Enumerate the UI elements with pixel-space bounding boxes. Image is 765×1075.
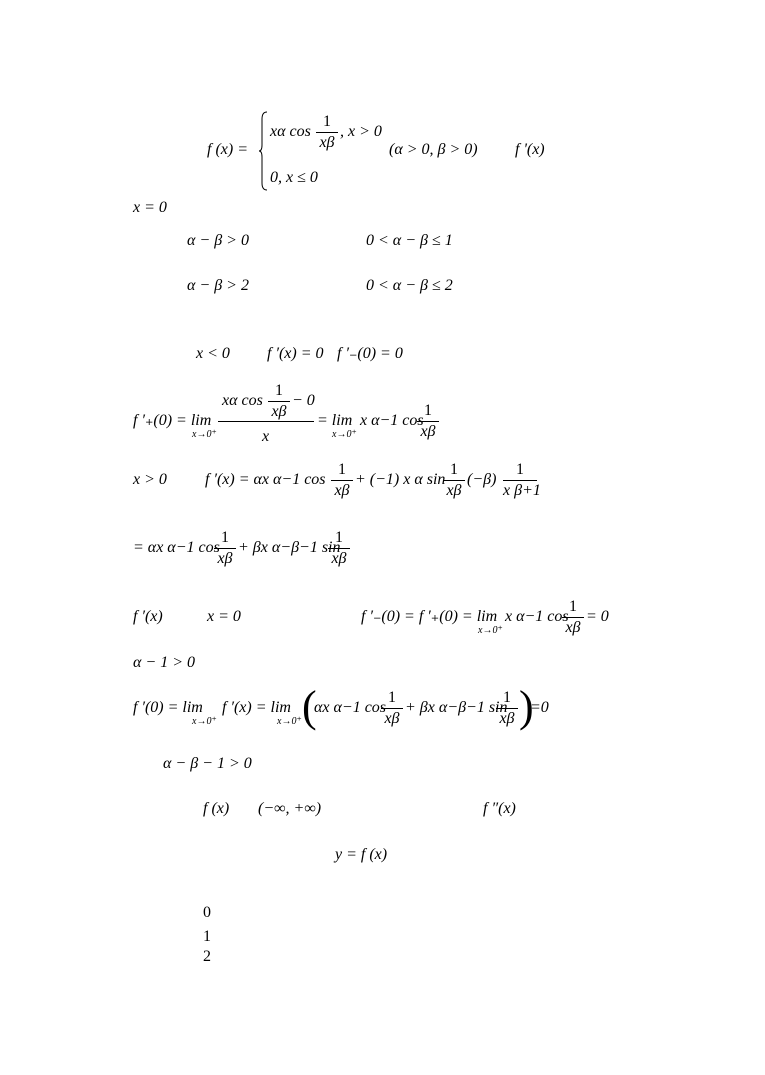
case2: 0, x ≤ 0 [270, 169, 318, 186]
pos-fraction-2 [443, 462, 465, 499]
continuity-fraction [562, 599, 584, 636]
case1-cond: , x > 0 [340, 123, 382, 140]
list-item: 0 [203, 904, 211, 921]
pos-f1-num: 1 [338, 461, 346, 478]
q2-interval: (−∞, +∞) [258, 800, 322, 817]
continuity-at: x = 0 [207, 608, 241, 625]
limit-end: =0 [530, 699, 549, 716]
left-deriv-at-zero: f ′₋(0) = 0 [337, 345, 403, 362]
list-item: 2 [203, 948, 211, 965]
target-derivative: f '(x) [515, 141, 545, 158]
list-item: 1 [203, 928, 211, 945]
continuity-sub: x→0⁺ [478, 625, 503, 636]
limit-fraction-2 [496, 690, 518, 727]
pos-tail: (−β) [467, 471, 497, 488]
right-deriv-num-frac-den: xβ [271, 403, 287, 420]
limit-d1: xβ [384, 710, 400, 727]
limit-paren-close: ) [519, 682, 534, 731]
case1-num: 1 [323, 113, 331, 130]
right-deriv-lhs: f ′₊(0) = lim [133, 412, 212, 429]
option-c: α − β > 2 [187, 277, 249, 294]
limit-fraction-1 [381, 690, 403, 727]
simplified-pre: = αx α−1 cos [133, 539, 220, 556]
limit-mid: f ′(x) = lim [222, 699, 291, 716]
right-deriv-rhs-den: xβ [420, 423, 436, 440]
continuity-rhs: f ′₋(0) = f ′₊(0) = lim [361, 608, 498, 625]
pos-f1-den: xβ [334, 482, 350, 499]
continuity-num: 1 [569, 598, 577, 615]
q2-second-derivative: f ″(x) [483, 800, 516, 817]
case1-fraction [316, 114, 338, 151]
simplified-f2-den: xβ [331, 550, 347, 567]
right-deriv-rhs-fraction [417, 403, 439, 440]
right-deriv-rhs-num: 1 [424, 402, 432, 419]
limit-n2: 1 [503, 689, 511, 706]
right-deriv-num-frac-num: 1 [275, 382, 283, 399]
right-deriv-rhs-pre: x α−1 cos [360, 412, 424, 429]
continuity-fprime: f ′(x) [133, 608, 163, 625]
limit-sub2: x→0⁺ [277, 716, 302, 727]
limit-lhs: f ′(0) = lim [133, 699, 203, 716]
simplified-f1-num: 1 [221, 529, 229, 546]
pos-lhs: f ′(x) = αx α−1 cos [205, 471, 326, 488]
option-a: α − β > 0 [187, 232, 249, 249]
piecewise-brace [259, 111, 269, 191]
right-deriv-num-post: − 0 [292, 392, 315, 409]
pos-mid: + (−1) x α sin [355, 471, 446, 488]
pos-f2-num: 1 [450, 461, 458, 478]
condition-1: α − 1 > 0 [133, 654, 195, 671]
limit-d2: xβ [499, 710, 515, 727]
limit-n1: 1 [388, 689, 396, 706]
right-deriv-sub2: x→0⁺ [332, 429, 357, 440]
pos-f3-den: x β+1 [503, 482, 541, 499]
right-deriv-den: x [262, 428, 270, 445]
right-deriv-mid: = lim [317, 412, 353, 429]
pos-fraction-1 [331, 462, 353, 499]
pos-f2-den: xβ [446, 482, 462, 499]
simplified-mid: + βx α−β−1 sin [238, 539, 341, 556]
pos-cond: x > 0 [133, 471, 167, 488]
option-d: 0 < α − β ≤ 2 [366, 277, 453, 294]
pos-fraction-3 [503, 461, 541, 499]
option-b: 0 < α − β ≤ 1 [366, 232, 453, 249]
right-deriv-main-bar [218, 421, 314, 422]
right-deriv-sub1: x→0⁺ [192, 429, 217, 440]
limit-paren-open: ( [302, 682, 317, 731]
left-cond: x < 0 [196, 345, 230, 362]
curve-label: y = f (x) [335, 846, 388, 863]
case1-den: xβ [319, 134, 335, 151]
q2-function: f (x) [203, 800, 230, 817]
limit-term2: + βx α−β−1 sin [405, 699, 508, 716]
continuity-end: = 0 [586, 608, 609, 625]
simplified-f2-num: 1 [335, 529, 343, 546]
params: (α > 0, β > 0) [389, 141, 478, 158]
point-label: x = 0 [133, 199, 167, 216]
simplified-fraction-1 [214, 530, 236, 567]
condition-2: α − β − 1 > 0 [163, 755, 252, 772]
right-deriv-num-pre: xα cos [222, 392, 263, 409]
limit-term1: αx α−1 cos [314, 699, 387, 716]
right-deriv-num-fraction [268, 383, 290, 420]
simplified-fraction-2 [328, 530, 350, 567]
pos-f3-num: 1 [516, 461, 524, 478]
definition-lhs: f (x) = [207, 141, 248, 158]
continuity-rhs2: x α−1 cos [505, 608, 569, 625]
simplified-f1-den: xβ [217, 550, 233, 567]
limit-sub1: x→0⁺ [192, 716, 217, 727]
case1-pre: xα cos [270, 123, 311, 140]
left-deriv: f ′(x) = 0 [267, 345, 324, 362]
continuity-den: xβ [565, 619, 581, 636]
